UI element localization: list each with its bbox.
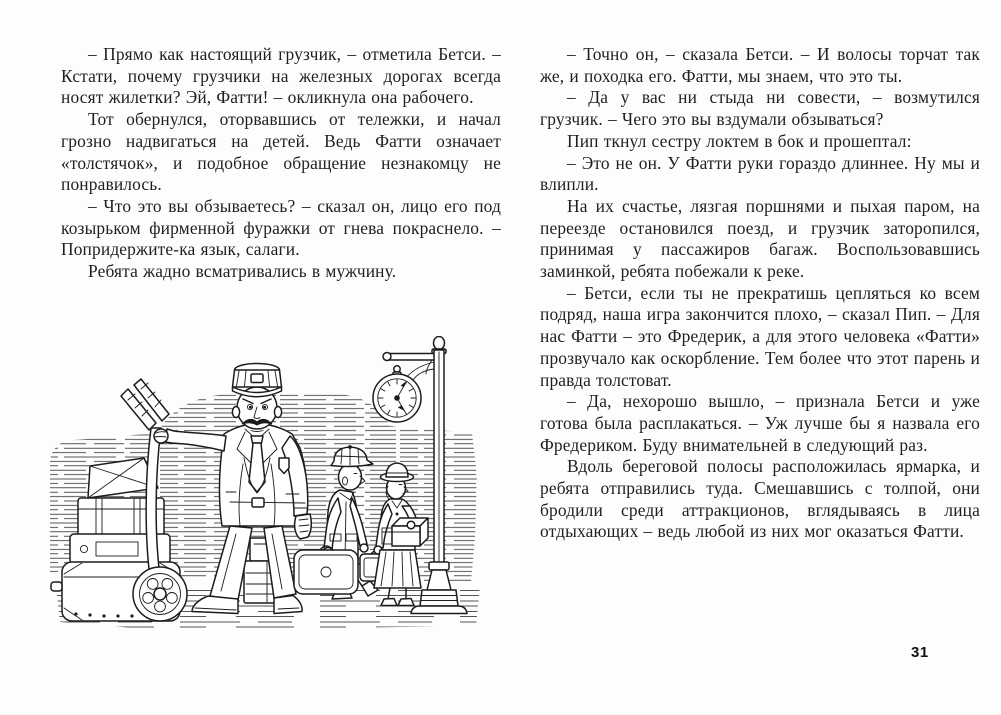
station-clock bbox=[373, 366, 421, 422]
girl-shoe-back bbox=[398, 599, 414, 606]
right-text-column bbox=[540, 44, 980, 543]
porter-hand-grip bbox=[154, 429, 168, 443]
left-text-column bbox=[61, 44, 501, 283]
paragraph: – Что это вы обзываетесь? – сказал он, лицо его под козырьком фирменной фуражки от гнева покраснело. – Попридержите-ка язык, салаги. bbox=[61, 195, 501, 260]
belt-buckle bbox=[252, 498, 264, 507]
girl-shoe-front bbox=[381, 599, 397, 606]
paragraph: – Прямо как настоящий грузчик, – отметила Бетси. – Кстати, почему грузчики на железных дорогах всегда носят жилетки? Эй, Фатти! – окликнула она рабочего. bbox=[61, 44, 501, 108]
paragraph: – Это не он. У Фатти руки гораздо длиннее. Ну мы и влипли. bbox=[540, 152, 980, 195]
paragraph: – Бетси, если ты не прекратишь цепляться ко всем подряд, наша игра закончится плохо, – сказал Пип. – Для нас Фатти – это Фредерик, а для этого человека «Фатти» прозвучало как оскорбление. Тем более что этот парень и правда толстоват. bbox=[540, 282, 980, 390]
book-illustration bbox=[40, 336, 500, 660]
paragraph: Вдоль береговой полосы расположилась ярмарка, и ребята отправились туда. Смешавшись с толпой, они бродили среди аттракционов, вглядываясь в лица отдыхающих – ведь любой из них мог оказаться Фатти. bbox=[540, 456, 980, 542]
trunk-handle bbox=[51, 582, 62, 591]
boy-suitcase bbox=[294, 550, 358, 594]
paragraph: – Да, нехорошо вышло, – признала Бетси и уже готова была расплакаться. – Уж лучше бы я назвала его Фредериком. Буду внимательней в следующий раз. bbox=[540, 391, 980, 455]
paragraph: – Да у вас ни стыда ни совести, – возмутился грузчик. – Чего это вы вздумали обзываться? bbox=[540, 87, 980, 130]
paragraph: На их счастье, лязгая поршнями и пыхая паром, на переезде остановился поезд, и грузчик заторопился, принимая у пассажиров багаж. Воспользовавшись заминкой, ребята побежали к реке. bbox=[540, 195, 980, 282]
paragraph: Ребята жадно всматривались в мужчину. bbox=[88, 261, 397, 282]
paragraph: – Точно он, – сказала Бетси. – И волосы торчат так же, и походка его. Фатти, мы знаем, что это ты. bbox=[540, 44, 980, 86]
boy-head bbox=[339, 464, 362, 490]
station-scene-drawing bbox=[40, 336, 500, 660]
girl-skirt bbox=[374, 550, 421, 588]
porter-open-hand bbox=[295, 514, 312, 539]
paragraph: Пип ткнул сестру локтем в бок и прошептал: bbox=[567, 130, 912, 151]
paragraph: Тот обернулся, оторвавшись от тележки, и начал грозно надвигаться на детей. Ведь Фатти означает «толстячок», и подобное обращение незнакомцу не понравилось. bbox=[61, 109, 501, 195]
page-number: 31 bbox=[911, 644, 929, 661]
